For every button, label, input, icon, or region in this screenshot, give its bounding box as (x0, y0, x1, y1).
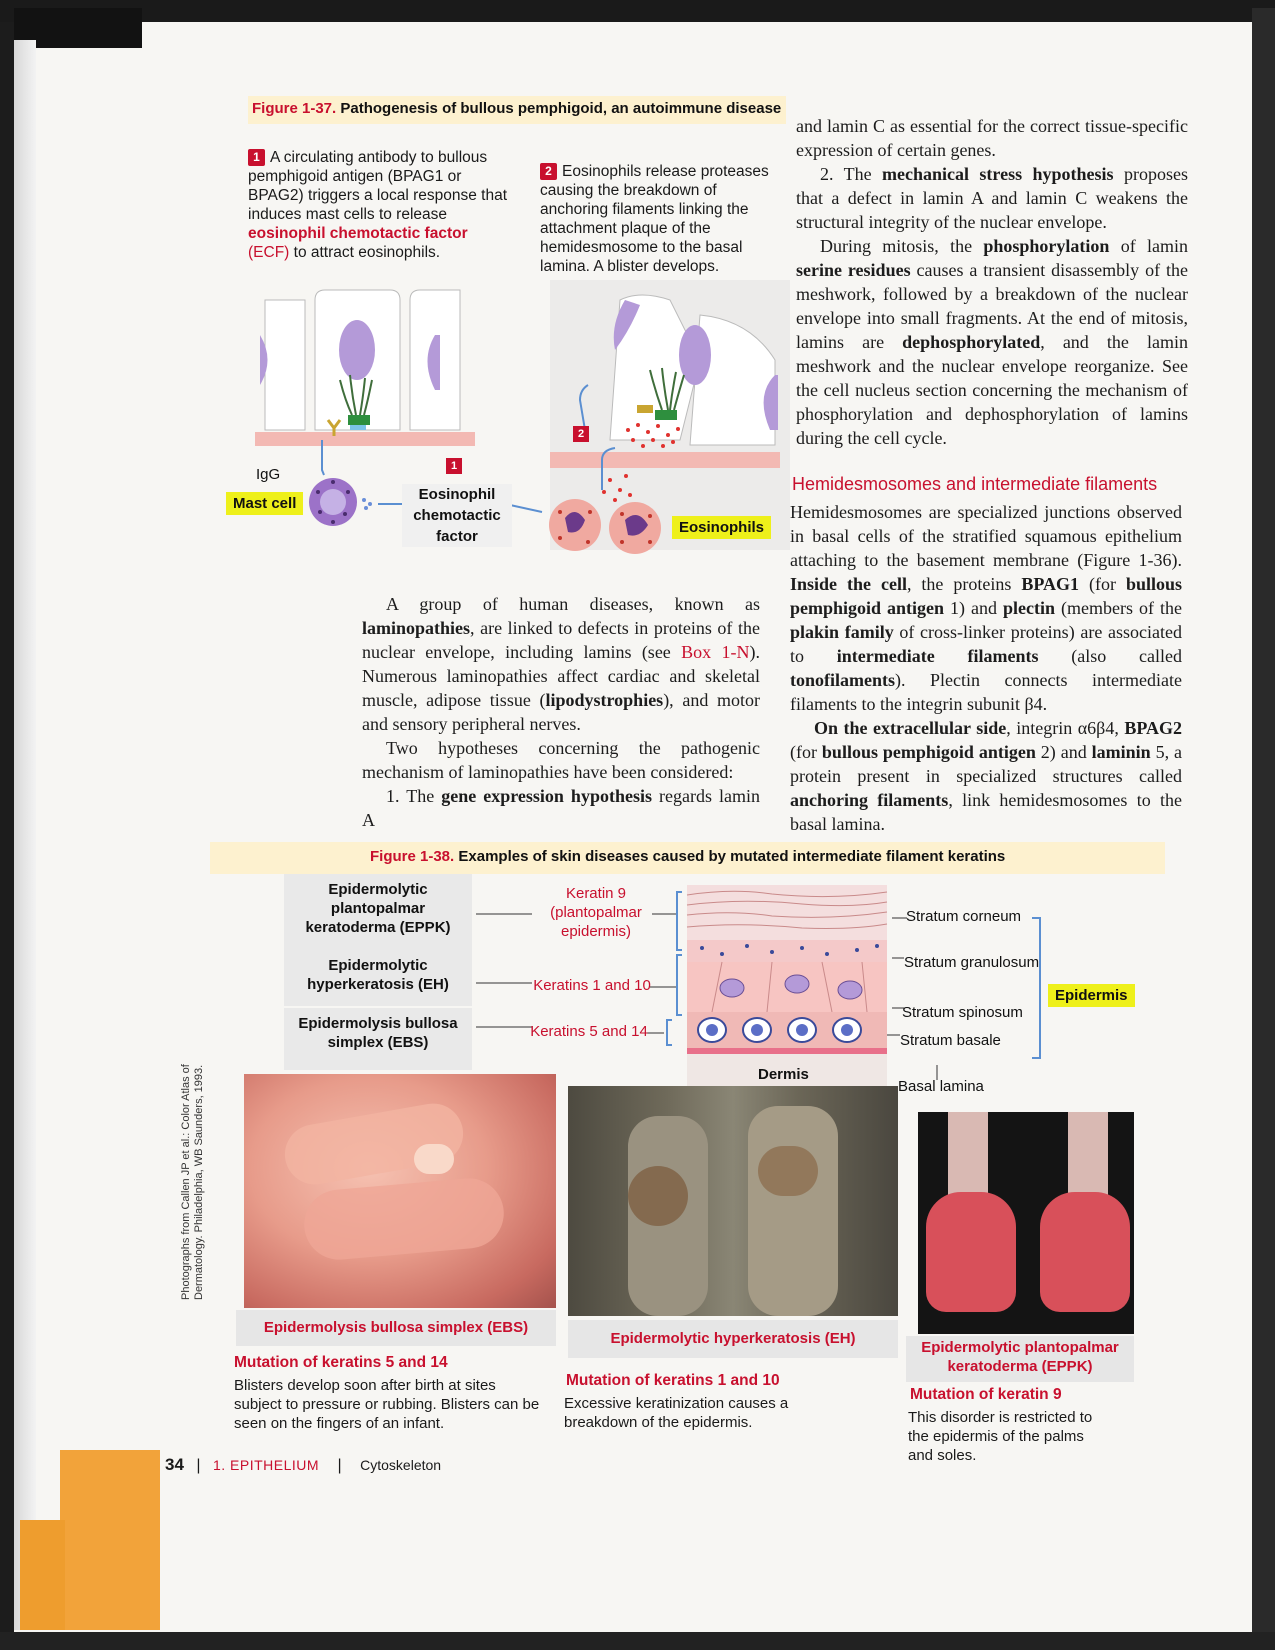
right-p4-m: (also called (1038, 646, 1182, 666)
figure-1-37-title (252, 100, 781, 117)
right-p3-f: dephosphorylated (902, 332, 1041, 352)
figure-number: Figure 1-37. (252, 100, 337, 117)
mid-p3-c: regards lamin A (362, 786, 760, 830)
right-p3 (796, 234, 1188, 450)
right-p3-g: , and the lamin meshwork and the nuclear envelope reorganize. See the cell nucleus section concerning the mechanism of phosphorylation and dephosphorylation of lamins during the cell cycle. (796, 332, 1188, 448)
step-1-badge: 1 (248, 149, 265, 166)
step-1-ecf-abbrev: (ECF) (248, 244, 290, 261)
chapter-name: 1. EPITHELIUM (212, 1457, 320, 1473)
right-p2-a: 2. The (820, 164, 883, 184)
keratins-1-10-label: Keratins 1 and 10 (533, 977, 651, 994)
photo-eppk-palms (918, 1112, 1134, 1334)
right-p4-o: ). Plectin connects intermediate filaments to the integrin subunit β4. (790, 670, 1182, 714)
photo-credit (180, 1064, 206, 1300)
mutation-1-heading: Mutation of keratins 5 and 14 (234, 1354, 448, 1371)
right-p5-e: bullous pemphigoid antigen (821, 742, 1036, 762)
gene-expression-paragraph (362, 784, 760, 832)
stratum-spinosum-label: Stratum spinosum (902, 1004, 1023, 1021)
mid-p1-f: ), and motor and sensory peripheral nerves. (362, 690, 761, 734)
mid-p3-a: 1. The (386, 786, 442, 806)
keratins-5-14-label: Keratins 5 and 14 (530, 1023, 648, 1040)
scan-right-edge (1252, 8, 1275, 1648)
figure-title-text: Pathogenesis of bullous pemphigoid, an autoimmune disease (340, 100, 782, 117)
epidermis-label: Epidermis (1048, 984, 1135, 1007)
mutation-3-body: This disorder is restricted to the epidermis of the palms and soles. (908, 1409, 1093, 1464)
right-p4-d: BPAG1 (1021, 574, 1080, 594)
keratin-9-label: Keratin 9 (plantopalmar epidermis) (550, 885, 642, 940)
page-binding (14, 40, 36, 1630)
dermis-label: Dermis (758, 1066, 809, 1083)
right-p5 (790, 716, 1182, 836)
step-2-marker: 2 (573, 426, 589, 442)
step-1-text: A circulating antibody to bullous pemphigoid antigen (BPAG1 or BPAG2) triggers a local response that induces mast cells to release (248, 149, 508, 223)
mast-cell-label: Mast cell (226, 492, 303, 515)
mutation-3-heading: Mutation of keratin 9 (910, 1386, 1062, 1403)
mid-p1-term: laminopathies (362, 618, 471, 638)
step-1-tail: to attract eosinophils. (293, 244, 441, 261)
right-p4-f: bullous pemphigoid antigen (790, 574, 1183, 618)
mutation-2-body: Excessive keratinization causes a breakdown of the epidermis. (564, 1395, 789, 1431)
figure-38-title-text: Examples of skin diseases caused by mutated intermediate filament keratins (458, 848, 1006, 865)
right-p4-l: intermediate filaments (836, 646, 1039, 666)
stratum-basale-label: Stratum basale (900, 1032, 1001, 1049)
right-p3-e: causes a transient disassembly of the meshwork, followed by a breakdown of the nuclear envelope into small fragments. At the end of mitosis, lamins are (796, 260, 1188, 352)
page-tab-decoration-2 (20, 1520, 65, 1630)
disease-label-eh: Epidermolytic hyperkeratosis (EH) (284, 950, 472, 1006)
mid-p1-c: , are linked to defects in proteins of the nuclear envelope, including lamins (see (362, 618, 760, 662)
photo-credit-line-2: Dermatology. Philadelphia, WB Saunders, 1993. (193, 1064, 205, 1300)
right-p5-g: laminin (1091, 742, 1151, 762)
right-column-text-bottom (790, 500, 1182, 836)
hemidesmosomes-heading: Hemidesmosomes and intermediate filaments (792, 474, 1158, 494)
mid-p1-d: ). Numerous laminopathies affect cardiac and skeletal muscle, adipose tissue ( (362, 642, 761, 710)
right-p5-b: , integrin α6β4, (1006, 718, 1125, 738)
ecf-label-line-3: factor (436, 528, 478, 545)
page-footer: 34 | 1. EPITHELIUM | Cytoskeleton (165, 1455, 442, 1474)
right-p4-h: plectin (1003, 598, 1056, 618)
ecf-label-line-1: Eosinophil (418, 486, 496, 503)
right-p1: and lamin C as essential for the correct tissue-specific expression of certain genes. (796, 116, 1188, 160)
ecf-label-line-2: chemotactic (413, 507, 501, 524)
right-p5-a: On the extracellular side (814, 718, 1007, 738)
right-p3-c: of lamin (1109, 236, 1188, 256)
right-p3-d: serine residues (796, 260, 911, 280)
scan-top-edge (0, 0, 1275, 22)
mid-p1-a: A group of human diseases, known as (386, 594, 760, 614)
ecf-label (402, 484, 512, 547)
laminopathies-text (362, 592, 760, 832)
step-1-caption (248, 148, 510, 262)
page-number: 34 (165, 1455, 184, 1474)
step-2-badge: 2 (540, 163, 557, 180)
right-p5-h: 5, a protein present in specialized structures called (790, 742, 1183, 786)
photo-3-caption: Epidermolytic plantopalmar keratoderma (EPPK) (906, 1336, 1134, 1382)
photo-1-caption: Epidermolysis bullosa simplex (EBS) (236, 1310, 556, 1346)
step-1-ecf: eosinophil chemotactic factor (248, 225, 468, 242)
right-p4-n: tonofilaments (790, 670, 895, 690)
right-p4-j: plakin family (790, 622, 894, 642)
right-p2-term: mechanical stress hypothesis (882, 164, 1114, 184)
right-p4-a: Hemidesmosomes are specialized junctions observed in basal cells of the stratified squamous epithelium attaching to the basement membrane (Figure 1-36). (790, 502, 1182, 570)
step-2-caption (540, 162, 780, 276)
right-p3-a: During mitosis, the (820, 236, 984, 256)
photo-2-caption: Epidermolytic hyperkeratosis (EH) (568, 1320, 898, 1358)
disease-label-eppk: Epidermolytic plantopalmar keratoderma (EPPK) (284, 874, 472, 950)
disease-label-ebs: Epidermolysis bullosa simplex (EBS) (284, 1008, 472, 1070)
right-p5-f: 2) and (1035, 742, 1092, 762)
right-p4-g: 1) and (944, 598, 1004, 618)
right-p4-k: of cross-linker proteins) are associated to (790, 622, 1182, 666)
figure-38-number: Figure 1-38. (370, 848, 455, 865)
right-p4 (790, 500, 1182, 716)
right-p5-d: (for (790, 742, 822, 762)
right-p4-e: (for (1079, 574, 1126, 594)
right-p2 (796, 162, 1188, 234)
section-name: Cytoskeleton (360, 1457, 442, 1473)
right-p5-j: , link hemidesmosomes to the basal lamina. (790, 790, 1182, 834)
basal-lamina-label: Basal lamina (898, 1078, 984, 1095)
photo-ebs-infant-fingers (244, 1074, 556, 1308)
step-2-text: Eosinophils release proteases causing the breakdown of anchoring filaments linking the attachment plaque of the hemidesmosome to the basal lamina. A blister develops. (540, 163, 769, 275)
photo-eh-knees (568, 1086, 898, 1316)
box-1n-link[interactable]: Box 1-N (681, 642, 750, 662)
right-p5-c: BPAG2 (1124, 718, 1183, 738)
mutation-2-heading: Mutation of keratins 1 and 10 (566, 1372, 780, 1389)
page-tab-decoration (60, 1450, 160, 1630)
photo-credit-line-1: Photographs from Callen JP et al.: Color Atlas of (180, 1064, 192, 1300)
stratum-granulosum-label: Stratum granulosum (904, 954, 1040, 971)
eosinophils-label: Eosinophils (672, 516, 771, 539)
right-p2-c: proposes that a defect in lamin A and lamin C weakens the structural integrity of the nuclear envelope. (796, 164, 1188, 232)
right-p4-b: Inside the cell (790, 574, 907, 594)
mutation-1-body: Blisters develop soon after birth at sites subject to pressure or rubbing. Blisters can be seen on the fingers of an infant. (234, 1377, 540, 1432)
mid-p3-term: gene expression hypothesis (441, 786, 652, 806)
mid-p1-lipodystrophies: lipodystrophies (545, 690, 664, 710)
figure-1-38-title (370, 848, 1005, 865)
igg-label: IgG (256, 466, 281, 483)
scan-bottom-edge (0, 1632, 1275, 1650)
right-p5-i: anchoring filaments (790, 790, 949, 810)
ecf-step-badge: 1 (446, 458, 462, 474)
right-p3-b: phosphorylation (983, 236, 1110, 256)
stratum-corneum-label: Stratum corneum (906, 908, 1022, 925)
right-p4-c: , the proteins (906, 574, 1022, 594)
laminopathies-paragraph (362, 592, 760, 736)
hypotheses-paragraph: Two hypotheses concerning the pathogenic mechanism of laminopathies have been considered: (362, 738, 760, 782)
right-p4-i: (members of the (1055, 598, 1182, 618)
right-column-text-top (796, 114, 1188, 450)
